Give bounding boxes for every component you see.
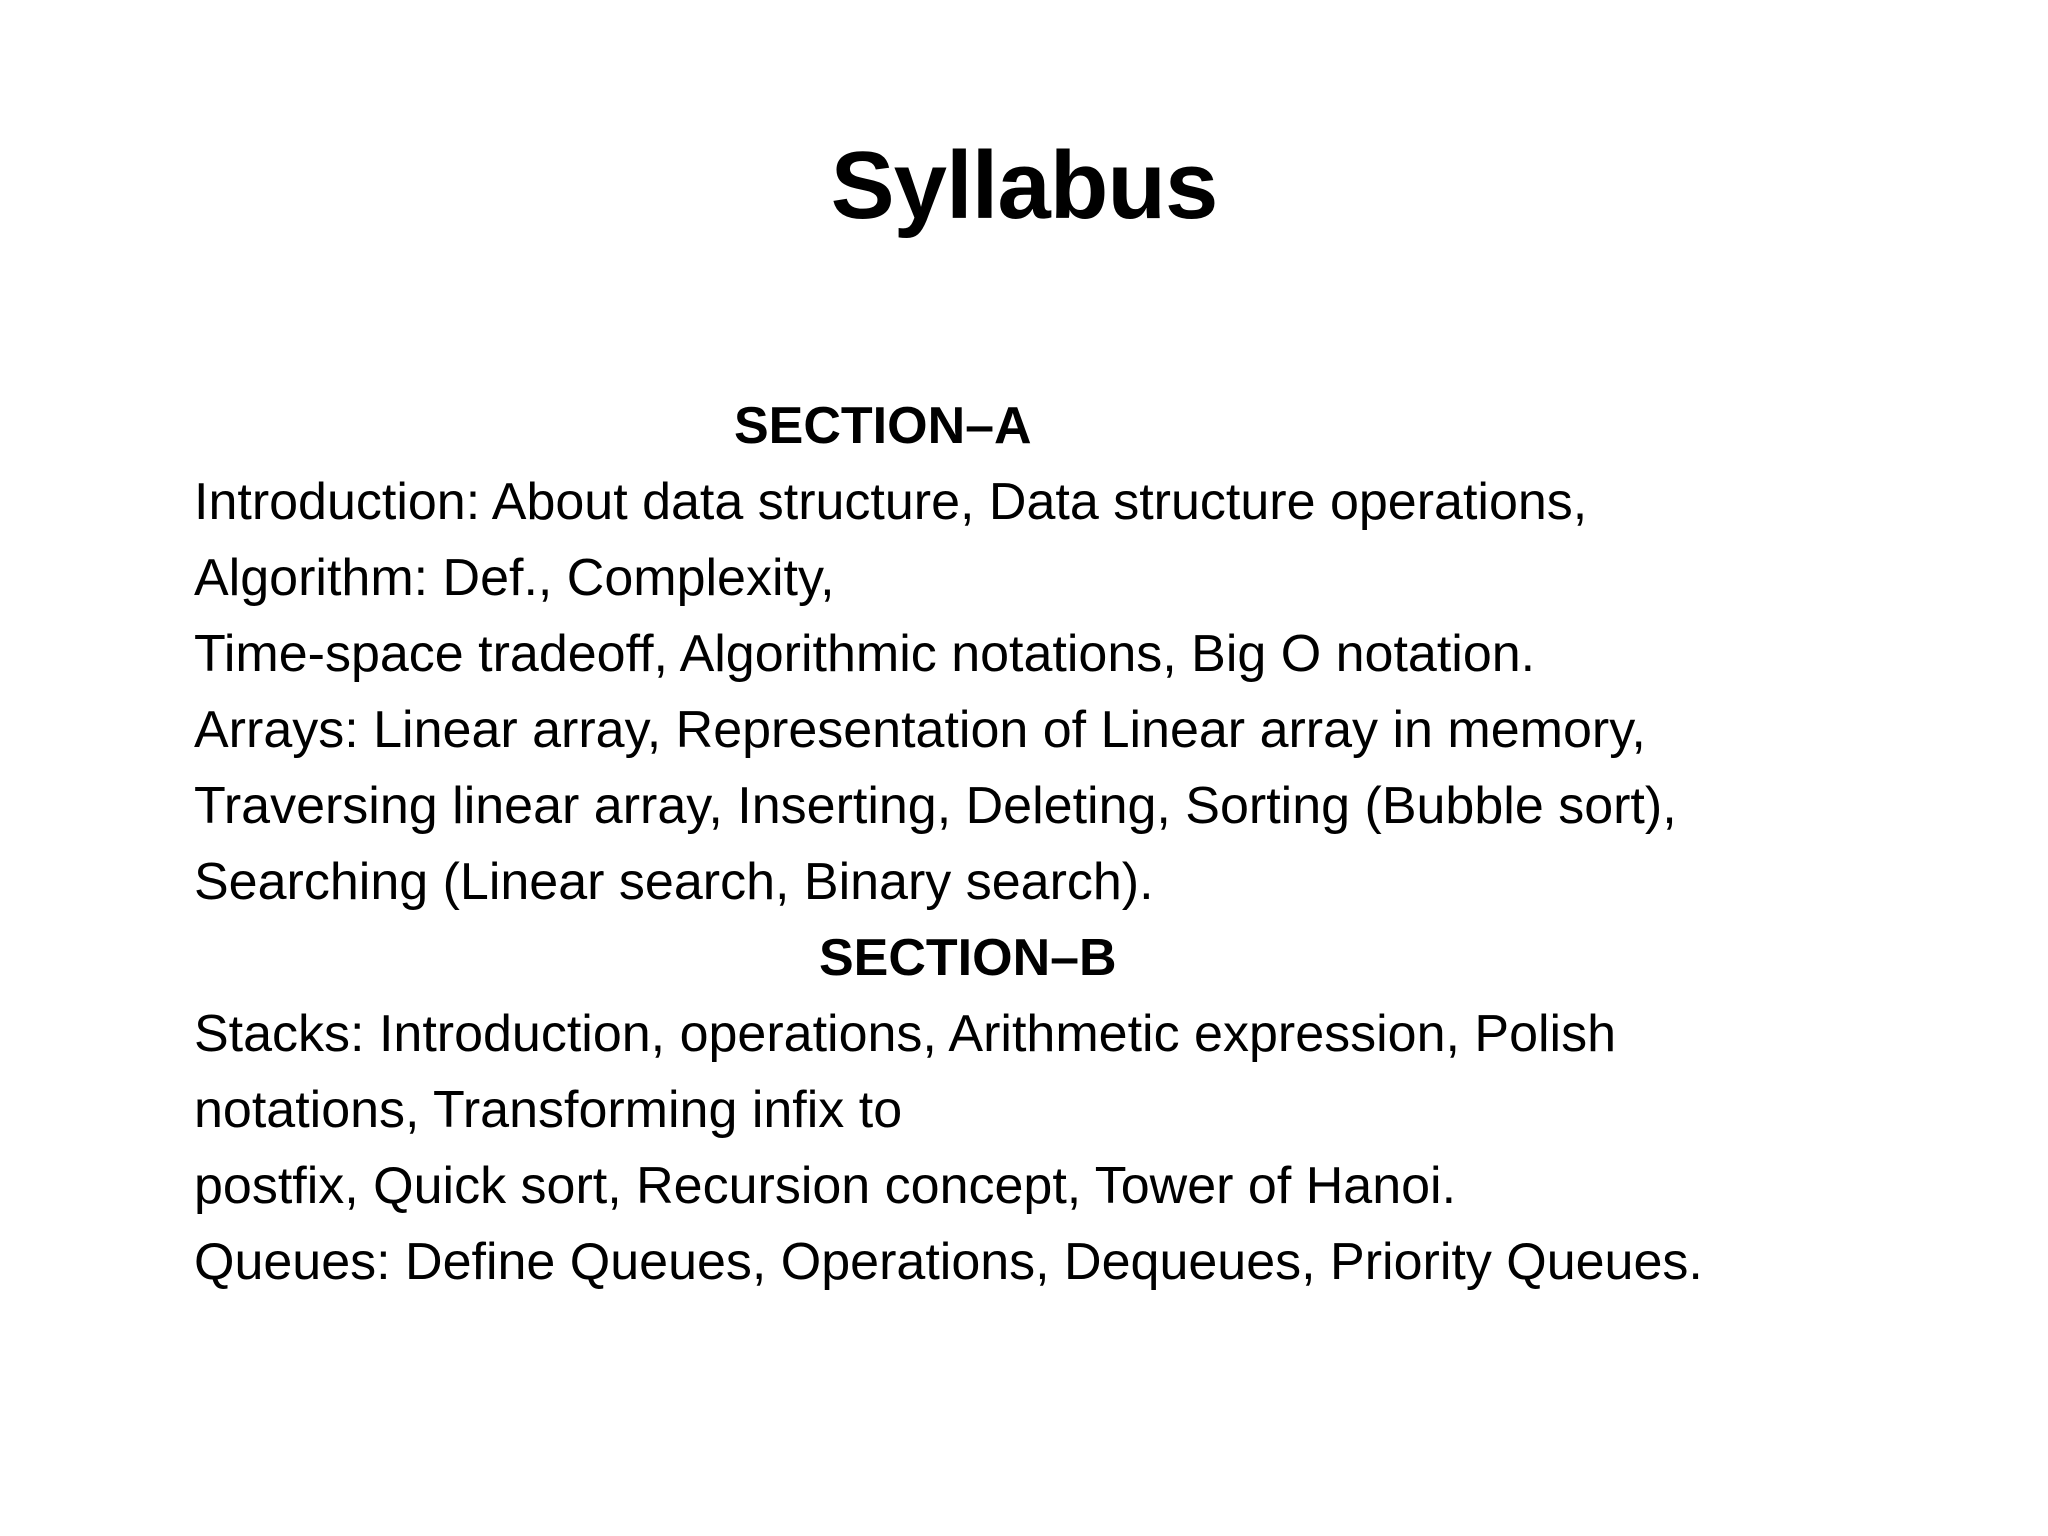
section-a-line: Arrays: Linear array, Representation of Linear array in memory, [194, 701, 1646, 759]
section-a-heading: SECTION–A [734, 397, 1032, 455]
section-b-line: Queues: Define Queues, Operations, Dequeues, Priority Queues. [194, 1233, 1703, 1291]
slide-title: Syllabus [830, 132, 1218, 239]
section-b-heading: SECTION–B [819, 929, 1117, 987]
section-a-line: Searching (Linear search, Binary search). [194, 853, 1154, 911]
section-a-line: Algorithm: Def., Complexity, [194, 549, 835, 607]
section-b-line: postfix, Quick sort, Recursion concept, Tower of Hanoi. [194, 1157, 1457, 1215]
section-b-line: notations, Transforming infix to [194, 1081, 903, 1139]
section-a-line: Traversing linear array, Inserting, Deleting, Sorting (Bubble sort), [194, 777, 1677, 835]
section-b-line: Stacks: Introduction, operations, Arithmetic expression, Polish [194, 1005, 1617, 1063]
section-a-line: Time-space tradeoff, Algorithmic notations, Big O notation. [194, 625, 1536, 683]
syllabus-content [194, 388, 1914, 1300]
section-a-line: Introduction: About data structure, Data structure operations, [194, 473, 1588, 531]
